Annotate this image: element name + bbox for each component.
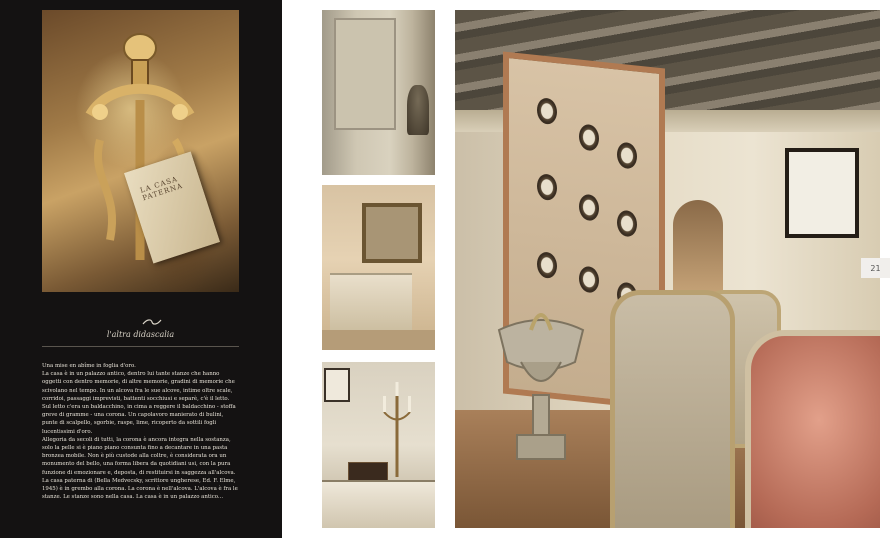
page-number: 21 xyxy=(861,258,890,278)
body-paragraph: Una mise en abîme in foglia d'oro. xyxy=(42,363,136,369)
medallion-portrait xyxy=(579,265,599,293)
medallion-portrait xyxy=(617,209,637,237)
body-text xyxy=(42,362,239,501)
painted-cabinet xyxy=(330,273,412,333)
photo-carved-panel xyxy=(322,10,435,175)
body-paragraph: Allegoria da secoli di tutti, la corona è ancora integra nella sostanza, solo la pelle si è piano piano consunta fino a decantare in una pasta bronzea mobile. Non è più custode alla coltre, è considerata ora un monumento del bello, una forma libera da quotidiani usi, con la pura funzione di emozionare e, deposta, di restituirsi in saggezza all'alcova. La casa paterna di (Bella Medvecsky, scrittore ungherese, Ed. F. Elme, 1945) è in grembo alla corona. La corona è nell'alcova. L'alcova è fra le stanze. Le stanze sono nella casa. La casa è in un palazzo antico... xyxy=(42,436,238,501)
medallion-portrait xyxy=(579,123,599,151)
tufted-chair-front xyxy=(610,290,735,528)
stone-urn xyxy=(491,300,591,465)
caption-divider xyxy=(42,346,239,347)
medallion-portrait xyxy=(537,97,557,125)
floor xyxy=(322,330,435,350)
photo-bathroom-vanity xyxy=(322,185,435,350)
carved-wall-panel xyxy=(334,18,396,130)
caption-flourish-icon xyxy=(142,318,162,326)
bust-sculpture xyxy=(407,85,429,135)
crown-ornament-photo xyxy=(42,10,239,292)
body-paragraph: La casa è in un palazzo antico, dentro lui tante stanze che hanno oggetti con dentro memorie, di altre memorie, gradini di memorie che scivolano nel tempo. In un alcova fra le sue alcove, intime oltre scale, corridoi, passaggi imprevisti, battenti socchiusi e separè, c'è il letto. Sul letto c'era un baldacchino, in cima a reggere il baldacchino - stoffa greve di gramme - una corona. Un capolavoro manierato di bulini, punte di scalpello, sgorbie, raspe, lime, ricoperto da sottili fogli lucentissimi d'oro. xyxy=(42,371,236,435)
photo-caption: l'altra didascalia xyxy=(106,330,175,339)
medallion-portrait xyxy=(537,251,557,279)
medallion-portrait xyxy=(537,173,557,201)
photo-candelabra-dresser xyxy=(322,362,435,528)
framed-print xyxy=(324,368,350,402)
dresser xyxy=(322,480,435,528)
left-page xyxy=(0,0,282,538)
framed-engraving xyxy=(785,148,859,238)
marble-table xyxy=(745,330,880,528)
wall-niche-painting xyxy=(673,200,723,300)
photo-dining-room xyxy=(455,10,880,528)
book-title: LA CASA PATERNA xyxy=(139,175,184,203)
gilded-mirror xyxy=(362,203,422,263)
medallion-portrait xyxy=(617,141,637,169)
medallion-portrait xyxy=(579,193,599,221)
